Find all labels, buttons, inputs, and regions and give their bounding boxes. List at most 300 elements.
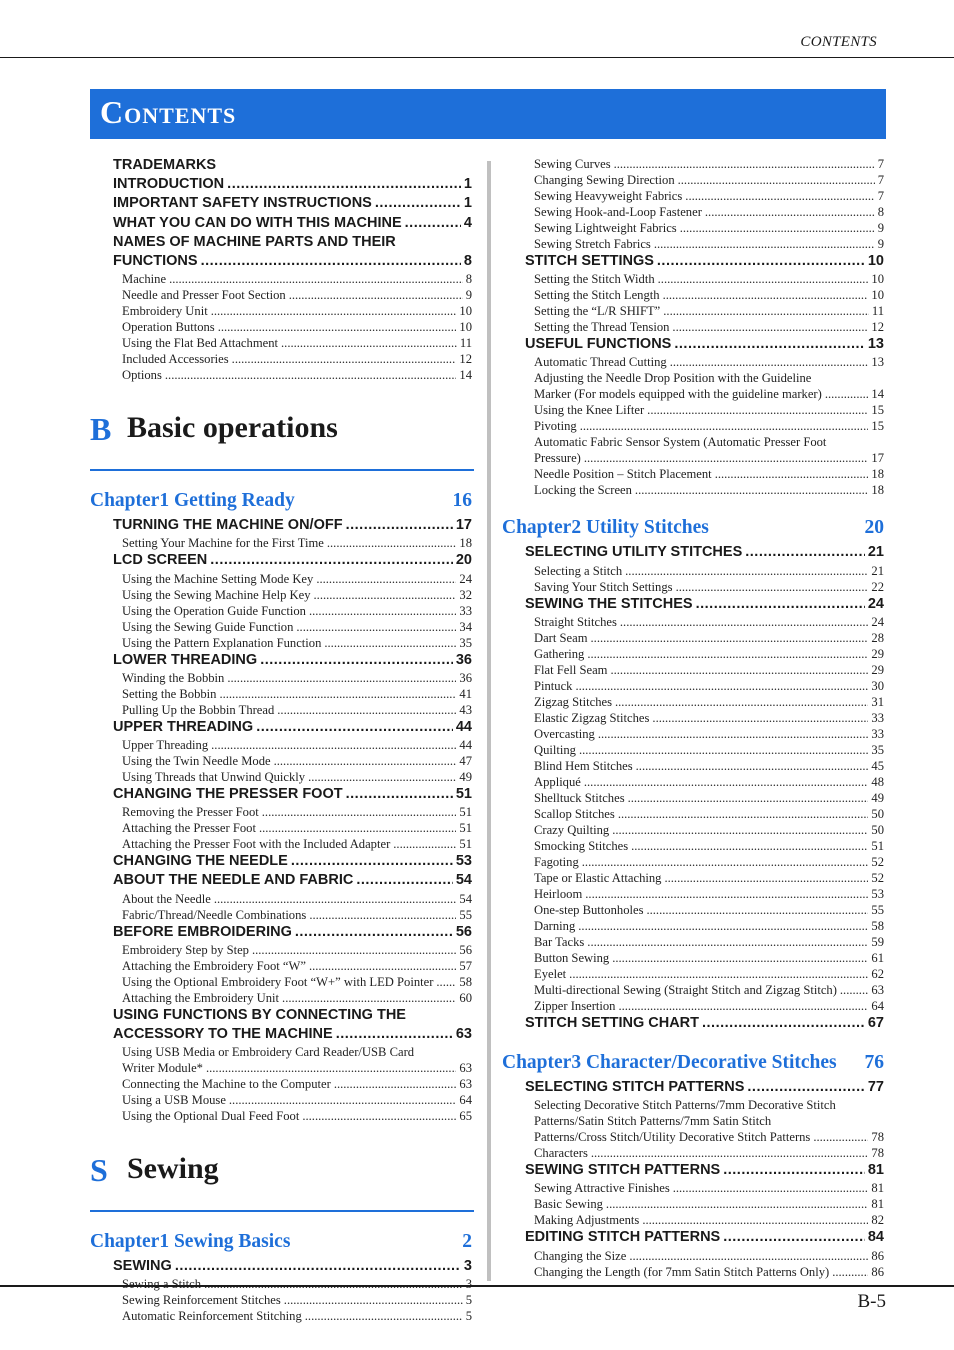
toc-entry-title: Locking the Screen [534, 483, 632, 498]
dot-leader [356, 871, 453, 890]
toc-entry-title: Sewing Reinforcement Stitches [122, 1293, 281, 1308]
toc-subsection-entry[interactable] [90, 571, 474, 587]
toc-subsection-entry[interactable] [90, 737, 474, 753]
toc-entry-page: 21 [867, 544, 884, 561]
toc-entry-page: 20 [455, 552, 472, 569]
toc-subsection-entry[interactable] [502, 466, 886, 482]
toc-section-entry[interactable] [502, 595, 886, 614]
dot-leader [670, 354, 869, 370]
toc-entry-page: 54 [455, 872, 472, 889]
toc-entry-title: Using a USB Mouse [122, 1093, 226, 1108]
dot-leader [309, 603, 456, 619]
toc-subsection-entry[interactable] [502, 1248, 886, 1264]
toc-entry-page: 13 [867, 336, 884, 353]
toc-entry-title: Pulling Up the Bobbin Thread [122, 702, 275, 717]
toc-subsection-entry[interactable] [502, 1196, 886, 1212]
dot-leader [579, 742, 868, 758]
toc-entry-title: Sewing Stretch Fabrics [534, 237, 651, 251]
toc-subsection-entry[interactable] [502, 402, 886, 418]
running-header: CONTENTS [800, 34, 877, 50]
toc-entry-page: 24 [459, 571, 472, 586]
toc-entry-page: 56 [455, 923, 472, 940]
toc-subsection-entry[interactable] [502, 966, 886, 982]
toc-subsection-entry[interactable] [90, 990, 474, 1006]
toc-entry-title: Attaching the Embroidery Unit [122, 990, 280, 1005]
toc-entry-title: Removing the Presser Foot [122, 805, 259, 820]
toc-subsection-entry[interactable] [90, 820, 474, 836]
toc-subsection-entry[interactable] [502, 271, 886, 287]
toc-entry-title: Needle Position – Stitch Placement [534, 467, 712, 482]
toc-subsection-entry[interactable] [90, 891, 474, 907]
toc-entry-title: Sewing Attractive Finishes [534, 1181, 670, 1196]
toc-subsection-entry[interactable] [90, 974, 474, 990]
dot-leader [610, 662, 868, 678]
toc-section-entry[interactable] [90, 852, 474, 871]
dot-leader [612, 822, 868, 838]
toc-entry-title: Pintuck [534, 678, 573, 693]
contents-banner [90, 89, 886, 139]
toc-subsection-entry[interactable] [90, 271, 474, 287]
toc-subsection-entry[interactable] [502, 188, 886, 204]
dot-leader [652, 710, 868, 726]
toc-entry-title: Using the Knee Lifter [534, 403, 645, 418]
toc-subsection-entry[interactable] [90, 1044, 474, 1060]
toc-entry-title: Selecting a Stitch [534, 563, 623, 578]
toc-entry-page: 32 [459, 587, 472, 602]
toc-entry-page: 78 [871, 1146, 884, 1161]
toc-entry-title: STITCH SETTING CHART [525, 1014, 699, 1031]
toc-subsection-entry[interactable] [90, 587, 474, 603]
header-rule [0, 57, 954, 58]
toc-entry-title: CHANGING THE NEEDLE [113, 853, 288, 870]
toc-entry-page: 62 [871, 966, 884, 981]
toc-entry-page: 18 [871, 483, 884, 498]
part-title: Sewing [127, 1152, 219, 1186]
dot-leader [334, 1076, 457, 1092]
toc-entry-title: EDITING STITCH PATTERNS [525, 1229, 721, 1246]
toc-subsection-entry[interactable] [90, 1076, 474, 1092]
toc-subsection-entry[interactable] [502, 934, 886, 950]
toc-entry-title: Pressure) [534, 451, 581, 466]
toc-subsection-entry[interactable] [502, 579, 886, 595]
toc-entry-page: 29 [871, 646, 884, 661]
toc-section-entry[interactable] [90, 194, 474, 213]
chapter-page: 20 [864, 517, 884, 539]
dot-leader [282, 990, 456, 1006]
toc-entry-title: Automatic Fabric Sensor System (Automatic Presser Foot [534, 435, 827, 450]
toc-entry-title: Changing the Length (for 7mm Satin Stitch Patterns Only) [534, 1264, 830, 1279]
toc-subsection-entry[interactable] [90, 287, 474, 303]
part-title: Basic operations [127, 411, 338, 445]
toc-subsection-entry[interactable] [502, 790, 886, 806]
toc-entry-title: Making Adjustments [534, 1213, 640, 1228]
toc-subsection-entry[interactable] [502, 742, 886, 758]
toc-entry-page: 18 [459, 536, 472, 551]
toc-entry-page: 1 [463, 195, 472, 212]
toc-subsection-entry[interactable] [90, 1292, 474, 1308]
toc-subsection-entry[interactable] [502, 614, 886, 630]
toc-subsection-entry[interactable] [502, 726, 886, 742]
dot-leader [274, 753, 457, 769]
dot-leader [175, 1257, 461, 1276]
toc-entry-title: Appliqué [534, 774, 581, 789]
dot-leader [723, 1228, 865, 1247]
toc-subsection-entry[interactable] [502, 1264, 886, 1280]
toc-entry-page: 13 [871, 355, 884, 370]
toc-entry-page: 44 [455, 718, 472, 735]
toc-section-entry[interactable] [90, 252, 474, 271]
chapter-heading[interactable] [90, 489, 474, 513]
dot-leader [673, 1180, 869, 1196]
toc-entry-page: 11 [871, 304, 884, 319]
dot-leader [169, 271, 463, 287]
dot-leader [745, 543, 865, 562]
toc-entry-title: CHANGING THE PRESSER FOOT [113, 786, 343, 803]
toc-subsection-entry[interactable] [502, 918, 886, 934]
toc-subsection-entry[interactable] [90, 1308, 474, 1324]
toc-section-entry[interactable] [90, 233, 474, 252]
toc-subsection-entry[interactable] [502, 710, 886, 726]
toc-entry-title: INTRODUCTION [113, 176, 225, 193]
toc-subsection-entry[interactable] [90, 635, 474, 651]
toc-subsection-entry[interactable] [90, 603, 474, 619]
toc-entry-page: 24 [871, 614, 884, 629]
toc-entry-page: 51 [459, 805, 472, 820]
dot-leader [657, 252, 865, 271]
chapter-page: 2 [462, 1231, 472, 1253]
toc-subsection-entry[interactable] [502, 1113, 886, 1129]
toc-entry-title: Fagoting [534, 854, 579, 869]
toc-entry-page: 5 [465, 1293, 472, 1308]
dot-leader [575, 678, 868, 694]
toc-entry-title: Button Sewing [534, 950, 610, 965]
toc-entry-title: ABOUT THE NEEDLE AND FABRIC [113, 872, 354, 889]
dot-leader [618, 998, 868, 1014]
toc-entry-page: 81 [871, 1197, 884, 1212]
toc-section-entry[interactable] [502, 335, 886, 354]
toc-entry-title: Straight Stitches [534, 614, 617, 629]
toc-entry-title: USEFUL FUNCTIONS [525, 336, 672, 353]
toc-subsection-entry[interactable] [502, 870, 886, 886]
toc-section-entry[interactable] [502, 1228, 886, 1247]
toc-entry-title: SEWING THE STITCHES [525, 595, 693, 612]
toc-subsection-entry[interactable] [90, 907, 474, 923]
toc-entry-title: UPPER THREADING [113, 718, 254, 735]
dot-leader [262, 804, 457, 820]
toc-subsection-entry[interactable] [502, 204, 886, 220]
toc-entry-page: 48 [871, 774, 884, 789]
toc-entry-title: Heirloom [534, 886, 583, 901]
toc-subsection-entry[interactable] [90, 804, 474, 820]
dot-leader [813, 1129, 868, 1145]
toc-subsection-entry[interactable] [90, 367, 474, 383]
toc-entry-title: Setting the “L/R SHIFT” [534, 304, 661, 319]
dot-leader [723, 1161, 865, 1180]
dot-leader [825, 386, 869, 402]
toc-chapter-b1 [90, 516, 474, 1124]
toc-entry-page: 55 [459, 907, 472, 922]
toc-subsection-entry[interactable] [90, 753, 474, 769]
chapter-page: 76 [864, 1052, 884, 1074]
toc-entry-title: Darning [534, 918, 576, 933]
dot-leader [646, 902, 868, 918]
toc-subsection-entry[interactable] [502, 1097, 886, 1113]
toc-entry-page: 10 [867, 253, 884, 269]
toc-entry-title: Attaching the Presser Foot with the Included Adapter [122, 837, 391, 852]
toc-section-entry[interactable] [90, 214, 474, 233]
toc-subsection-entry[interactable] [502, 482, 886, 498]
toc-subsection-entry[interactable] [90, 1060, 474, 1076]
toc-entry-title: USING FUNCTIONS BY CONNECTING THE [113, 1006, 406, 1023]
dot-leader [436, 974, 456, 990]
toc-section-entry[interactable] [90, 785, 474, 804]
toc-subsection-entry[interactable] [502, 386, 886, 402]
dot-leader [696, 595, 865, 614]
chapter-page: 16 [452, 490, 472, 512]
toc-entry-page: 17 [871, 451, 884, 466]
toc-entry-title: FUNCTIONS [113, 253, 198, 270]
dot-leader [295, 923, 453, 942]
dot-leader [678, 172, 875, 188]
toc-entry-page: 9 [877, 221, 884, 235]
toc-entry-page: 61 [871, 950, 884, 965]
toc-entry-page: 29 [871, 662, 884, 677]
toc-entry-title: Eyelet [534, 966, 567, 981]
chapter-heading[interactable] [502, 1051, 886, 1075]
toc-entry-title: Machine [122, 272, 167, 287]
dot-leader [685, 188, 874, 204]
toc-subsection-entry[interactable] [502, 902, 886, 918]
toc-section-entry[interactable] [502, 1161, 886, 1180]
toc-subsection-entry[interactable] [90, 942, 474, 958]
toc-section-entry[interactable] [502, 1014, 886, 1033]
dot-leader [580, 418, 869, 434]
toc-subsection-entry[interactable] [502, 434, 886, 450]
toc-entry-title: Automatic Reinforcement Stitching [122, 1309, 302, 1324]
toc-section-entry[interactable] [90, 1025, 474, 1044]
dot-leader [260, 651, 453, 670]
chapter-title: Chapter3 Character/Decorative Stitches [502, 1052, 837, 1074]
toc-section-entry[interactable] [90, 1257, 474, 1276]
toc-entry-page: 50 [871, 822, 884, 837]
toc-subsection-entry[interactable] [90, 958, 474, 974]
toc-subsection-entry[interactable] [502, 838, 886, 854]
dot-leader [636, 758, 869, 774]
toc-entry-page: 22 [871, 579, 884, 594]
toc-entry-title: Adjusting the Needle Drop Position with the Guideline [534, 371, 812, 386]
dot-leader [584, 450, 869, 466]
toc-subsection-entry[interactable] [90, 1092, 474, 1108]
toc-subsection-entry[interactable] [502, 646, 886, 662]
toc-entry-page: 53 [871, 886, 884, 901]
toc-entry-page: 10 [459, 304, 472, 319]
toc-subsection-entry[interactable] [502, 886, 886, 902]
toc-entry-page: 45 [871, 758, 884, 773]
toc-entry-page: 51 [459, 837, 472, 852]
dot-leader [256, 718, 453, 737]
toc-entry-page: 8 [877, 205, 884, 219]
dot-leader [585, 886, 868, 902]
toc-entry-page: 15 [871, 419, 884, 434]
toc-entry-title: Using the Optional Dual Feed Foot [122, 1109, 300, 1124]
toc-entry-title: Setting the Stitch Width [534, 272, 655, 287]
toc-subsection-entry[interactable] [502, 694, 886, 710]
toc-subsection-entry[interactable] [502, 758, 886, 774]
toc-subsection-entry[interactable] [90, 619, 474, 635]
toc-entry-page: 78 [871, 1130, 884, 1145]
toc-subsection-entry[interactable] [502, 822, 886, 838]
toc-entry-title: Sewing Curves [534, 157, 611, 171]
toc-entry-page: 58 [871, 918, 884, 933]
chapter-heading[interactable] [90, 1230, 474, 1254]
toc-subsection-entry[interactable] [502, 630, 886, 646]
dot-leader [647, 402, 868, 418]
toc-subsection-entry[interactable] [502, 220, 886, 236]
toc-subsection-entry[interactable] [502, 1180, 886, 1196]
toc-section-entry[interactable] [502, 543, 886, 562]
toc-subsection-entry[interactable] [502, 563, 886, 579]
dot-leader [327, 535, 457, 551]
toc-subsection-entry[interactable] [502, 1212, 886, 1228]
toc-subsection-entry[interactable] [502, 806, 886, 822]
toc-entry-title: Selecting Decorative Stitch Patterns/7mm Decorative Stitch [534, 1098, 836, 1113]
toc-subsection-entry[interactable] [502, 774, 886, 790]
dot-leader [259, 820, 456, 836]
toc-subsection-entry[interactable] [502, 287, 886, 303]
toc-subsection-entry[interactable] [502, 370, 886, 386]
toc-subsection-entry[interactable] [502, 678, 886, 694]
dot-leader [309, 907, 456, 923]
toc-entry-page: 44 [459, 738, 472, 753]
dot-leader [305, 1308, 463, 1324]
toc-subsection-entry[interactable] [502, 418, 886, 434]
toc-subsection-entry[interactable] [90, 335, 474, 351]
toc-subsection-entry[interactable] [90, 351, 474, 367]
toc-entry-page: 63 [455, 1026, 472, 1043]
dot-leader [211, 303, 457, 319]
toc-entry-page: 9 [465, 288, 472, 303]
toc-entry-title: Multi-directional Sewing (Straight Stitch and Zigzag Stitch) [534, 982, 837, 997]
toc-entry-title: STITCH SETTINGS [525, 253, 654, 269]
toc-entry-page: 81 [867, 1162, 884, 1179]
toc-entry-page: 52 [871, 854, 884, 869]
toc-subsection-entry[interactable] [502, 1145, 886, 1161]
dot-leader [615, 694, 868, 710]
toc-section-entry[interactable] [90, 156, 474, 175]
dot-leader [569, 966, 868, 982]
toc-entry-page: 63 [459, 1061, 472, 1076]
dot-leader [284, 1292, 463, 1308]
toc-entry-page: 63 [459, 1077, 472, 1092]
toc-entry-page: 28 [871, 630, 884, 645]
toc-entry-title: LOWER THREADING [113, 651, 258, 668]
toc-entry-page: 7 [877, 173, 884, 187]
toc-entry-title: IMPORTANT SAFETY INSTRUCTIONS [113, 195, 372, 212]
toc-entry-page: 14 [459, 368, 472, 383]
toc-subsection-entry[interactable] [502, 982, 886, 998]
toc-subsection-entry[interactable] [90, 535, 474, 551]
toc-entry-title: Fabric/Thread/Needle Combinations [122, 907, 307, 922]
toc-entry-page: 17 [455, 517, 472, 534]
toc-entry-title: Connecting the Machine to the Computer [122, 1077, 331, 1092]
dot-leader [393, 836, 456, 852]
toc-subsection-entry[interactable] [90, 1108, 474, 1124]
toc-subsection-entry[interactable] [502, 450, 886, 466]
toc-subsection-entry[interactable] [502, 156, 886, 172]
toc-section-entry[interactable] [90, 651, 474, 670]
toc-subsection-entry[interactable] [90, 319, 474, 335]
toc-subsection-entry[interactable] [90, 303, 474, 319]
toc-section-entry[interactable] [90, 516, 474, 535]
toc-subsection-entry[interactable] [502, 854, 886, 870]
toc-section-entry[interactable] [90, 551, 474, 570]
toc-entry-title: Attaching the Embroidery Foot “W” [122, 958, 306, 973]
toc-subsection-entry[interactable] [502, 354, 886, 370]
toc-entry-page: 21 [871, 563, 884, 578]
toc-entry-page: 60 [459, 990, 472, 1005]
dot-leader [582, 854, 869, 870]
dot-leader [578, 918, 868, 934]
toc-section-entry[interactable] [90, 718, 474, 737]
toc-entry-title: Quilting [534, 742, 576, 757]
toc-subsection-entry[interactable] [502, 950, 886, 966]
toc-subsection-entry[interactable] [90, 702, 474, 718]
toc-entry-title: Setting the Stitch Length [534, 288, 660, 303]
toc-entry-title: LCD SCREEN [113, 552, 208, 569]
toc-entry-title: Automatic Thread Cutting [534, 355, 667, 370]
toc-subsection-entry[interactable] [502, 236, 886, 252]
dot-leader [663, 303, 869, 319]
toc-subsection-entry[interactable] [90, 670, 474, 686]
toc-section-entry[interactable] [90, 871, 474, 890]
toc-entry-title: SEWING STITCH PATTERNS [525, 1162, 721, 1179]
toc-subsection-entry[interactable] [502, 172, 886, 188]
dot-leader [229, 1092, 457, 1108]
toc-subsection-entry[interactable] [90, 836, 474, 852]
toc-subsection-entry[interactable] [90, 686, 474, 702]
toc-subsection-entry[interactable] [502, 1129, 886, 1145]
dot-leader [664, 870, 868, 886]
toc-entry-title: Sewing Heavyweight Fabrics [534, 189, 683, 203]
toc-entry-title: Characters [534, 1146, 588, 1161]
toc-entry-page: 51 [871, 838, 884, 853]
toc-section-entry[interactable] [90, 175, 474, 194]
toc-section-entry[interactable] [90, 923, 474, 942]
toc-section-entry[interactable] [90, 1006, 474, 1025]
toc-subsection-entry[interactable] [502, 998, 886, 1014]
toc-subsection-entry[interactable] [502, 303, 886, 319]
toc-entry-page: 15 [871, 403, 884, 418]
toc-entry-title: Changing Sewing Direction [534, 173, 675, 187]
toc-section-entry[interactable] [502, 1078, 886, 1097]
toc-entry-title: Sewing Hook-and-Loop Fastener [534, 205, 702, 219]
toc-entry-page: 65 [459, 1109, 472, 1124]
toc-entry-title: SEWING [113, 1258, 172, 1275]
toc-entry-page: 35 [459, 635, 472, 650]
toc-entry-page: 67 [867, 1014, 884, 1031]
toc-subsection-entry[interactable] [90, 769, 474, 785]
part-letter: B [90, 411, 112, 448]
dot-leader [614, 156, 875, 172]
toc-entry-page: 43 [459, 702, 472, 717]
dot-leader [715, 466, 869, 482]
toc-subsection-entry[interactable] [502, 319, 886, 335]
toc-entry-title: Changing the Size [534, 1248, 627, 1263]
chapter-heading[interactable] [502, 516, 886, 540]
toc-section-entry[interactable] [502, 252, 886, 271]
toc-subsection-entry[interactable] [502, 662, 886, 678]
dot-leader [625, 563, 868, 579]
